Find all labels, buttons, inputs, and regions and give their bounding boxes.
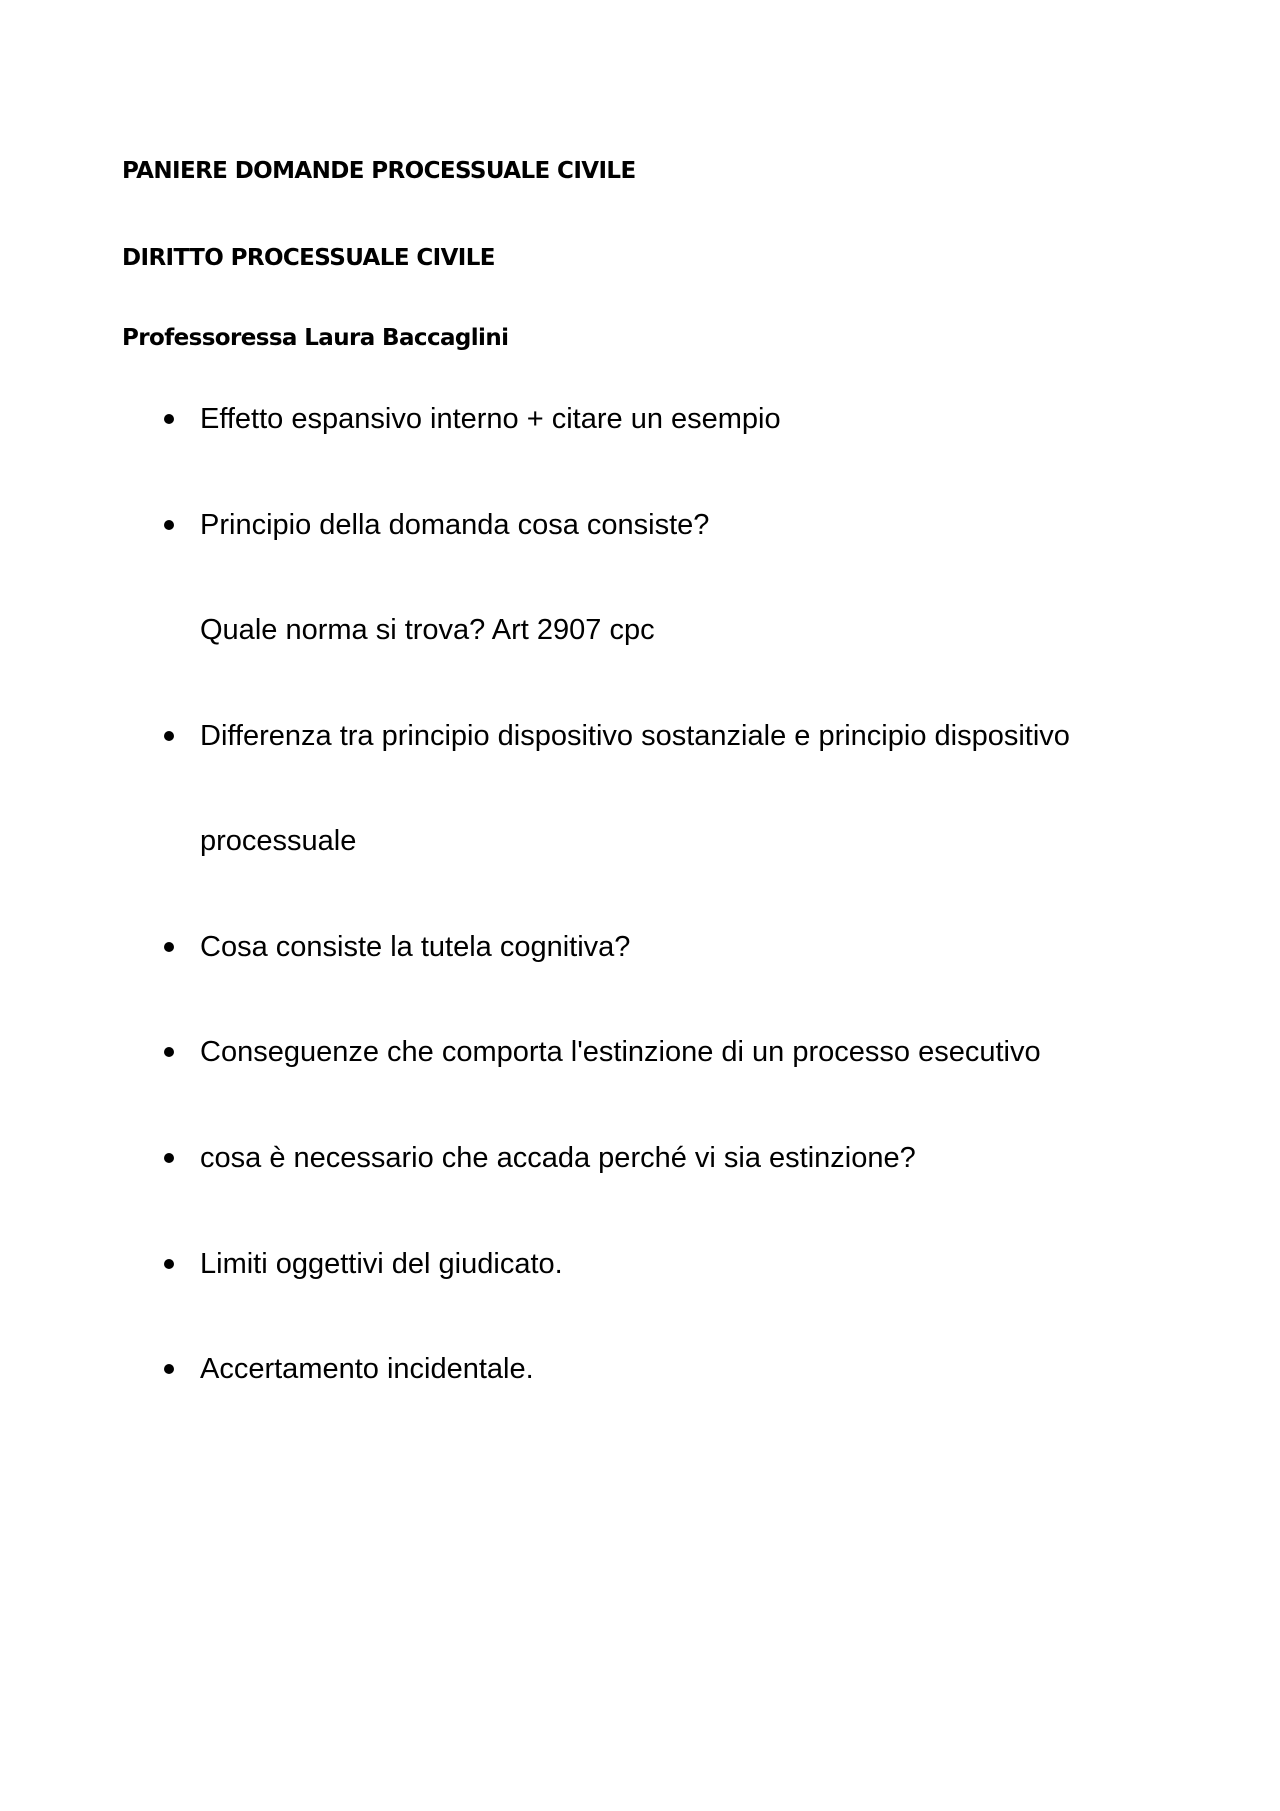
bullet-icon [164,731,174,741]
bullet-icon [164,520,174,530]
question-text: Principio della domanda cosa consiste? [200,509,710,541]
list-item [0,719,1280,759]
course-title: DIRITTO PROCESSUALE CIVILE [122,245,495,271]
question-text: Differenza tra principio dispositivo sostanziale e principio dispositivo [200,720,1070,752]
question-text: Effetto espansivo interno + citare un esempio [200,403,781,435]
professor-name: Professoressa Laura Baccaglini [122,325,509,351]
bullet-icon [164,1153,174,1163]
bullet-icon [164,942,174,952]
question-text: Cosa consiste la tutela cognitiva? [200,931,631,963]
list-item [0,930,1280,970]
list-item [0,1035,1280,1075]
list-item-continuation [0,824,1280,864]
bullet-icon [164,414,174,424]
bullet-icon [164,1259,174,1269]
document-title: PANIERE DOMANDE PROCESSUALE CIVILE [122,158,636,184]
bullet-icon [164,1047,174,1057]
list-item-continuation [0,613,1280,653]
list-item [0,402,1280,442]
question-text: cosa è necessario che accada perché vi sia estinzione? [200,1142,916,1174]
list-item [0,508,1280,548]
list-item [0,1141,1280,1181]
question-text: Limiti oggettivi del giudicato. [200,1248,563,1280]
question-text: processuale [200,825,357,857]
list-item [0,1247,1280,1287]
question-text: Accertamento incidentale. [200,1353,534,1385]
list-item [0,1352,1280,1392]
bullet-icon [164,1364,174,1374]
question-text: Conseguenze che comporta l'estinzione di un processo esecutivo [200,1036,1041,1068]
question-text: Quale norma si trova? Art 2907 cpc [200,614,655,646]
